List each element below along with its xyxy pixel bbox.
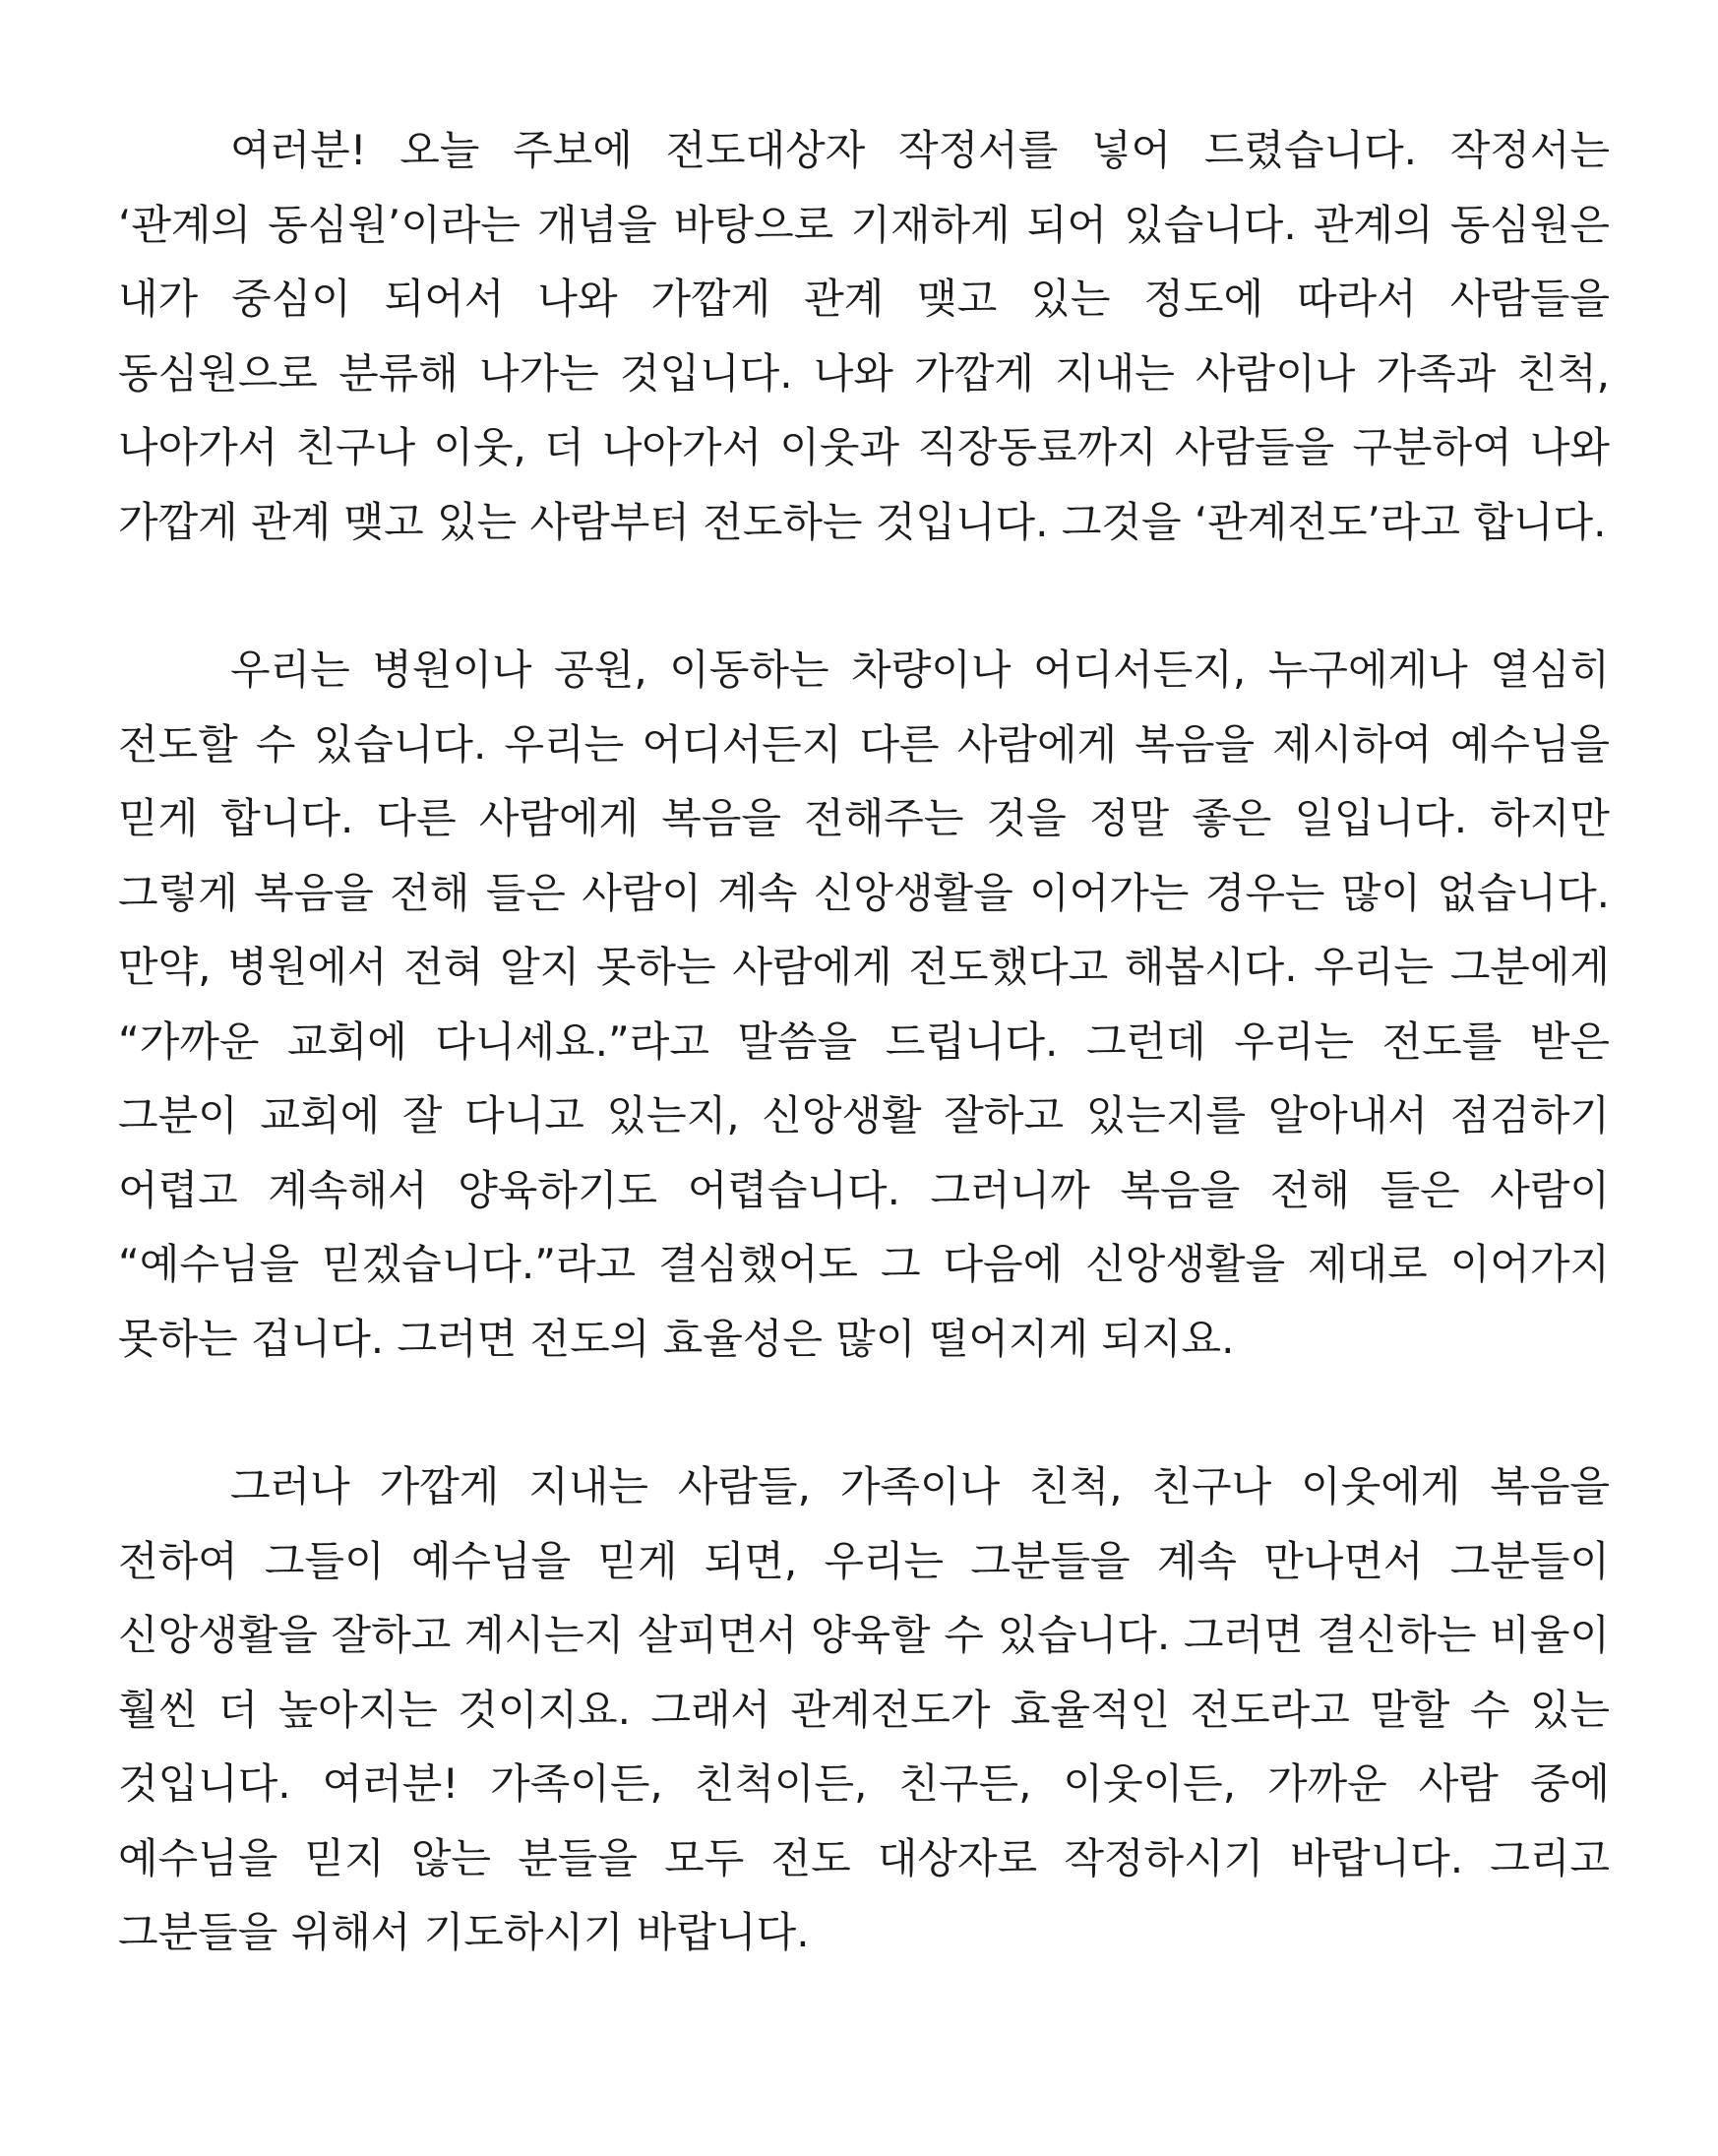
paragraph-relationship-evangelism-intro: 여러분! 오늘 주보에 전도대상자 작정서를 넣어 드렸습니다. 작정서는 ‘관계의 동심원’이라는 개념을 바탕으로 기재하게 되어 있습니다. 관계의 동심원은 내가 중심이 되어서 나와 가깝게 관계 맺고 있는 정도에 따라서 사람들을 동심원으로 분류해 나가는 것입니다. 나와 가깝게 지내는 사람이나 가족과 친척, 나아가서 친구나 이웃, 더 나아가서 이웃과 직장동료까지 사람들을 구분하여 나와 가깝게 관계 맺고 있는 사람부터 전도하는 것입니다. 그것을 ‘관계전도’라고 합니다.	[118, 126, 1610, 546]
paragraph-close-relationships: 그러나 가깝게 지내는 사람들, 가족이나 친척, 친구나 이웃에게 복음을 전하여 그들이 예수님을 믿게 되면, 우리는 그분들을 계속 만나면서 그분들이 신앙생활을 잘하고 계시는지 살피면서 양육할 수 있습니다. 그러면 결신하는 비율이 훨씬 더 높아지는 것이지요. 그래서 관계전도가 효율적인 전도라고 말할 수 있는 것입니다. 여러분! 가족이든, 친척이든, 친구든, 이웃이든, 가까운 사람 중에 예수님을 믿지 않는 분들을 모두 전도 대상자로 작정하시기 바랍니다. 그리고 그분들을 위해서 기도하시기 바랍니다.	[118, 1462, 1610, 1956]
paragraph-evangelism-anywhere: 우리는 병원이나 공원, 이동하는 차량이나 어디서든지, 누구에게나 열심히 전도할 수 있습니다. 우리는 어디서든지 다른 사람에게 복음을 제시하여 예수님을 믿게 합니다. 다른 사람에게 복음을 전해주는 것을 정말 좋은 일입니다. 하지만 그렇게 복음을 전해 들은 사람이 계속 신앙생활을 이어가는 경우는 많이 없습니다. 만약, 병원에서 전혀 알지 못하는 사람에게 전도했다고 해봅시다. 우리는 그분에게 “가까운 교회에 다니세요.”라고 말씀을 드립니다. 그런데 우리는 전도를 받은 그분이 교회에 잘 다니고 있는지, 신앙생활 잘하고 있는지를 알아내서 점검하기 어렵고 계속해서 양육하기도 어렵습니다. 그러니까 복음을 전해 들은 사람이 “예수님을 믿겠습니다.”라고 결심했어도 그 다음에 신앙생활을 제대로 이어가지 못하는 겁니다. 그러면 전도의 효율성은 많이 떨어지게 되지요.	[118, 646, 1610, 1363]
document-body	[118, 113, 1610, 1970]
